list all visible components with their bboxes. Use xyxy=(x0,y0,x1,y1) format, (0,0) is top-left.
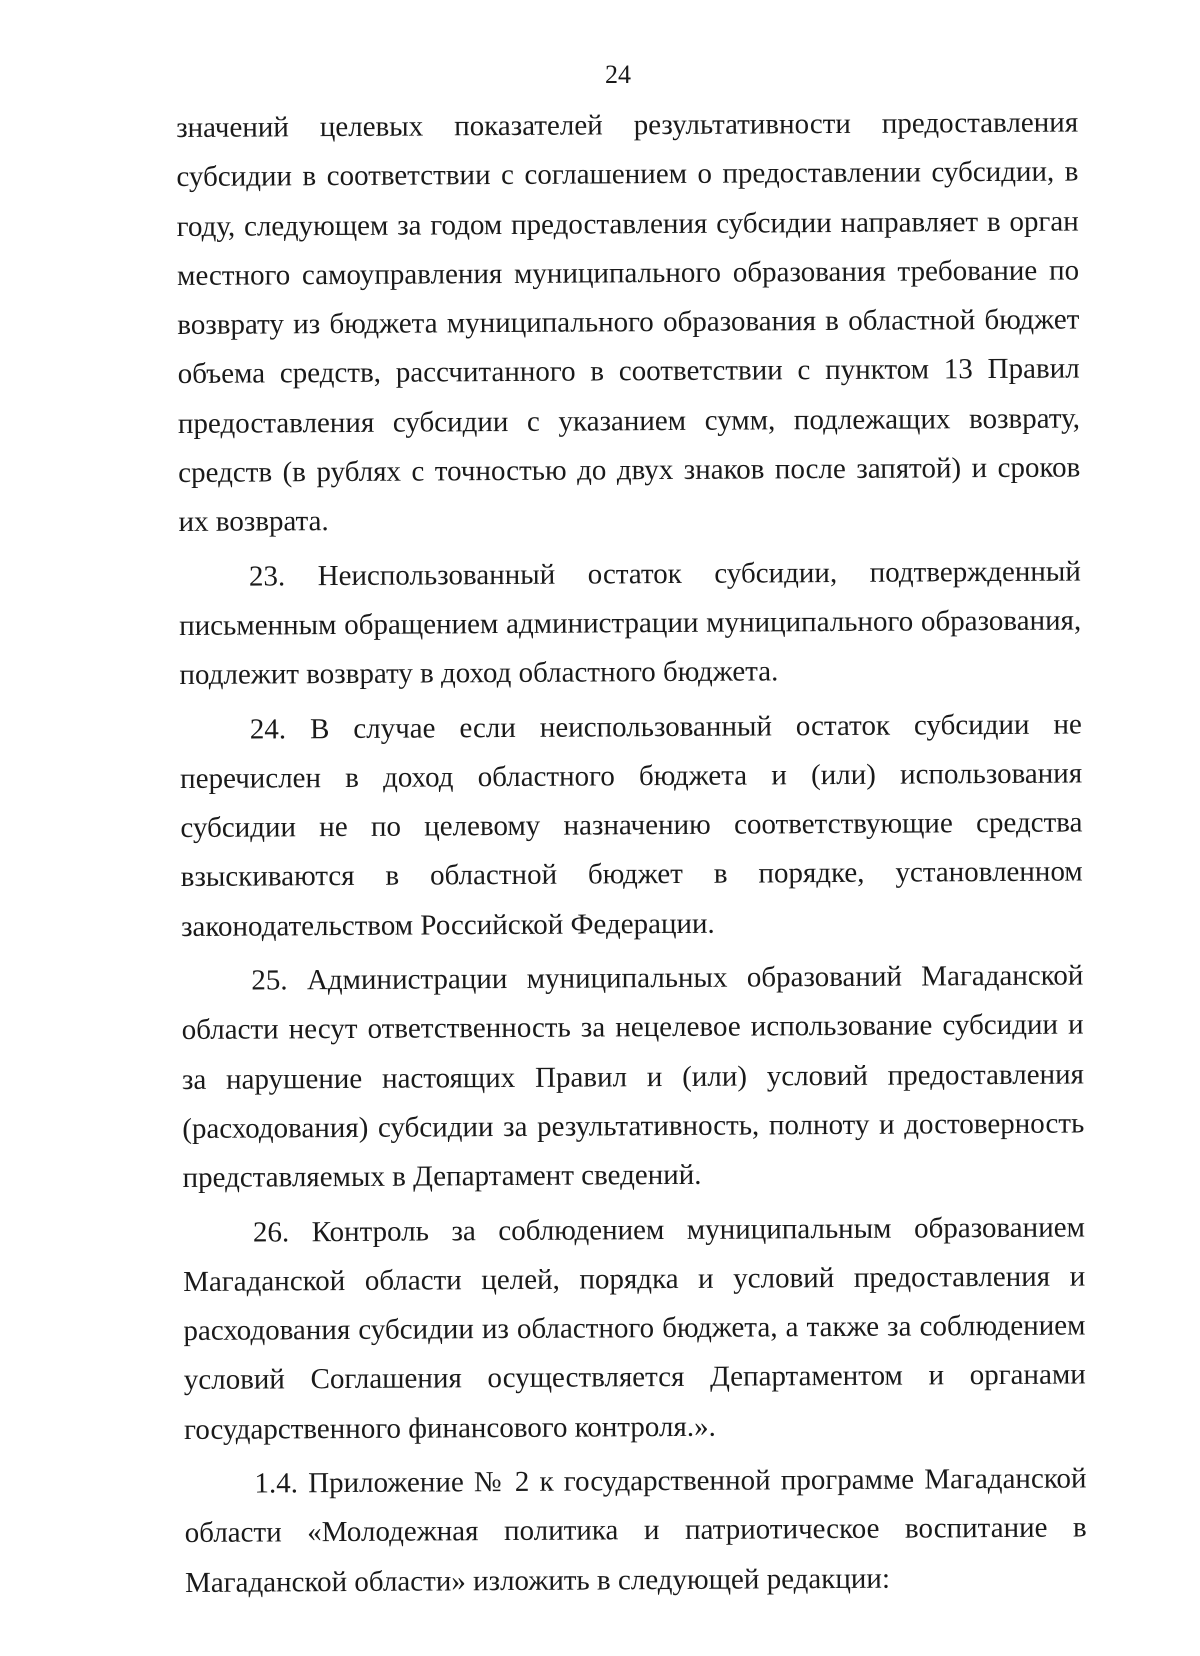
paragraph-continuation: значений целевых показателей результативности предоставления субсидии в соответствии с соглашением о предоставлении субсидии, в году, следующем за годом предоставления субсидии направляет в орган местного самоуправления муниципального образования требование по возврату из бюджета муниципального образования в областной бюджет объема средств, рассчитанного в соответствии с пунктом 13 Правил предоставления субсидии с указанием сумм, подлежащих возврату, средств (в рублях с точностью до двух знаков после запятой) и сроков их возврата. xyxy=(176,106,1081,539)
paragraph-24: 24. В случае если неиспользованный остаток субсидии не перечислен в доход областного бюджета и (или) использования субсидии не по целевому назначению соответствующие средства взыскиваются в областной бюджет в порядке, установленном законодательством Российской Федерации. xyxy=(180,708,1083,943)
paragraph-1-4: 1.4. Приложение № 2 к государственной программе Магаданской области «Молодежная политика и патриотическое воспитание в Магаданской области» изложить в следующей редакции: xyxy=(184,1462,1087,1599)
paragraph-26: 26. Контроль за соблюдением муниципальным образованием Магаданской области целей, порядка и условий предоставления и расходования субсидии из областного бюджета, а также за соблюдением условий Соглашения осуществляется Департаментом и органами государственного финансового контроля.». xyxy=(183,1211,1086,1446)
paragraph-23: 23. Неиспользованный остаток субсидии, подтвержденный письменным обращением администрации муниципального образования, подлежит возврату в доход областного бюджета. xyxy=(179,555,1082,692)
paragraph-25: 25. Администрации муниципальных образований Магаданской области несут ответственность за нецелевое использование субсидии и за нарушение настоящих Правил и (или) условий предоставления (расходования) субсидии за результативность, полноту и достоверность представляемых в Департамент сведений. xyxy=(181,959,1085,1195)
document-body xyxy=(176,98,1087,1607)
page-number: 24 xyxy=(605,60,631,89)
